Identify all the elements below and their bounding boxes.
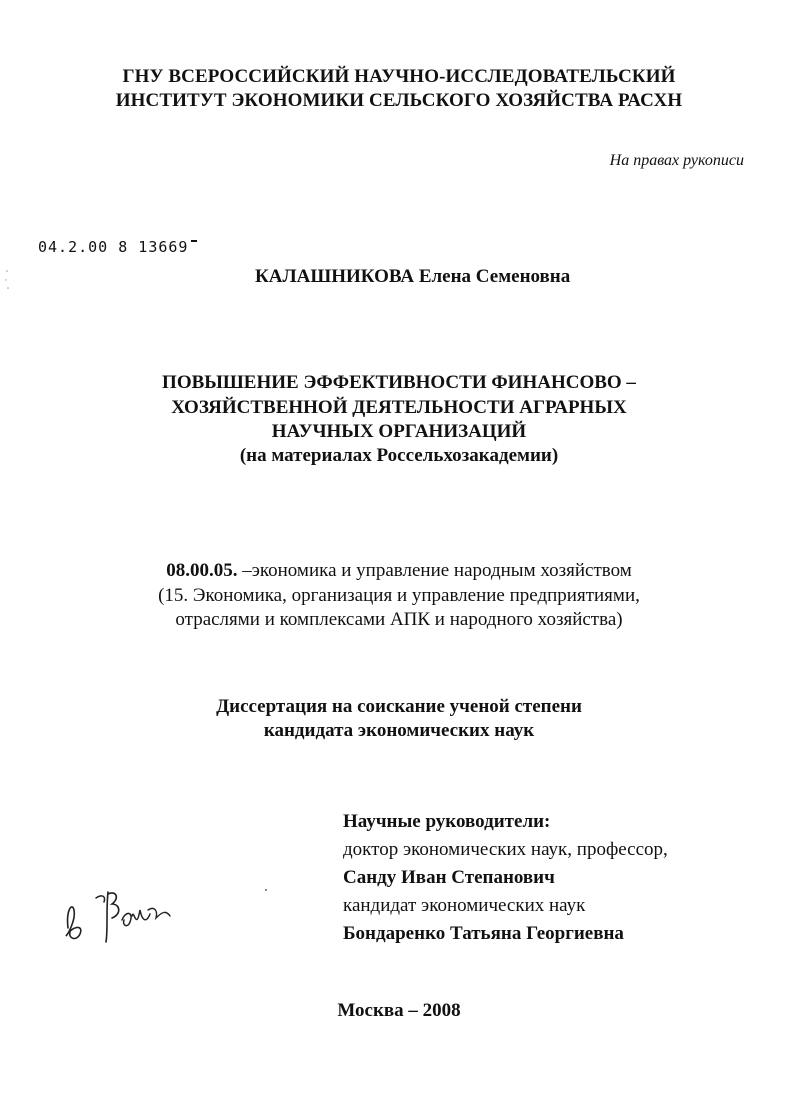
- specialty-code: 08.00.05.: [166, 560, 238, 581]
- institute-name-line-2: ИНСТИТУТ ЭКОНОМИКИ СЕЛЬСКОГО ХОЗЯЙСТВА РАСХН: [115, 90, 683, 111]
- supervisors-heading: Научные руководители:: [343, 811, 551, 832]
- handwritten-annotation: [62, 880, 182, 950]
- registration-stamp-number: 04.2.00 8 13669: [38, 238, 189, 256]
- specialty-name: –экономика и управление народным хозяйством: [237, 560, 632, 581]
- degree-line-2: кандидата экономических наук: [263, 720, 535, 741]
- supervisor-1-title: доктор экономических наук, профессор,: [343, 839, 668, 860]
- author-name: [255, 266, 570, 288]
- title-line-3: НАУЧНЫХ ОРГАНИЗАЦИЙ: [271, 421, 527, 442]
- degree-line-1: Диссертация на соискание ученой степени: [216, 696, 582, 717]
- supervisor-1-name: Санду Иван Степанович: [343, 867, 555, 888]
- title-line-1: ПОВЫШЕНИЕ ЭФФЕКТИВНОСТИ ФИНАНСОВО –: [162, 372, 636, 393]
- margin-specks: [4, 268, 10, 294]
- supervisors-block: [343, 808, 773, 948]
- stamp-tick-mark: [191, 240, 197, 242]
- speck: [265, 889, 267, 891]
- title-subtitle: (на материалах Россельхозакадемии): [239, 445, 559, 466]
- author-given-names: Елена Семеновна: [418, 266, 571, 287]
- supervisor-2-name: Бондаренко Татьяна Георгиевна: [343, 923, 624, 944]
- institute-name-line-1: ГНУ ВСЕРОССИЙСКИЙ НАУЧНО-ИССЛЕДОВАТЕЛЬСКИЙ: [122, 66, 676, 87]
- manuscript-rights-note: На правах рукописи: [609, 152, 744, 169]
- specialty-line-2: (15. Экономика, организация и управление предприятиями,: [158, 585, 640, 606]
- author-surname: КАЛАШНИКОВА: [255, 266, 415, 287]
- supervisor-2-title: кандидат экономических наук: [343, 895, 586, 916]
- city-year: Москва – 2008: [337, 1000, 461, 1021]
- registration-stamp: [38, 238, 197, 256]
- title-line-2: ХОЗЯЙСТВЕННОЙ ДЕЯТЕЛЬНОСТИ АГРАРНЫХ: [171, 397, 627, 418]
- specialty-line-3: отраслями и комплексами АПК и народного хозяйства): [175, 609, 623, 630]
- specialty-line-1: [0, 560, 798, 582]
